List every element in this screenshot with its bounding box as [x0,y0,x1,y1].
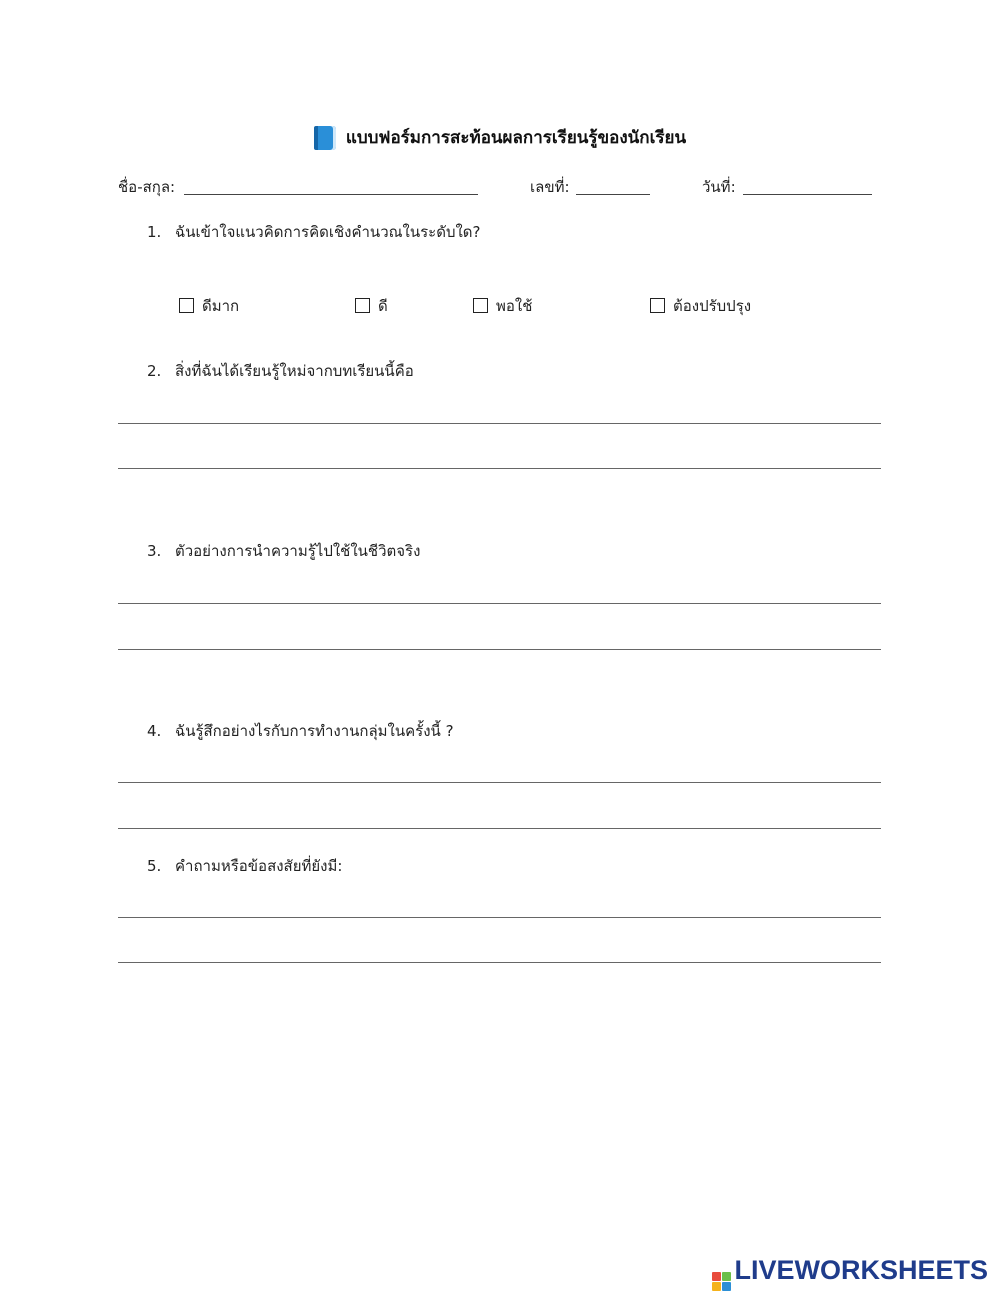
question-text: ฉันเข้าใจแนวคิดการคิดเชิงคำนวณในระดับใด? [175,223,481,241]
question-number: 3. [147,542,162,560]
option-label: ดีมาก [202,297,240,315]
date-label: วันที่: [702,178,736,196]
date-field[interactable] [743,194,872,195]
question-number: 2. [147,362,162,380]
question-1 [147,220,481,244]
answer-line[interactable] [118,423,881,424]
liveworksheets-logo [712,1255,988,1291]
option-label: ต้องปรับปรุง [673,297,752,315]
form-title [0,124,1000,151]
form-title-text: แบบฟอร์มการสะท้อนผลการเรียนรู้ของนักเรียน [345,128,687,148]
answer-line[interactable] [118,649,881,650]
answer-line[interactable] [118,917,881,918]
name-field[interactable] [184,194,478,195]
option-needs-improvement[interactable] [650,294,751,318]
number-field[interactable] [576,194,650,195]
logo-text: LIVEWORKSHEETS [734,1255,988,1285]
question-text: สิ่งที่ฉันได้เรียนรู้ใหม่จากบทเรียนนี้คือ [175,362,414,380]
liveworksheets-logo-icon [712,1272,731,1291]
question-5 [147,854,342,878]
number-label: เลขที่: [530,178,570,196]
checkbox[interactable] [179,298,194,313]
answer-line[interactable] [118,603,881,604]
name-label: ชื่อ-สกุล: [118,178,176,196]
question-number: 5. [147,857,162,875]
checkbox[interactable] [473,298,488,313]
book-icon [314,126,336,150]
question-text: ตัวอย่างการนำความรู้ไปใช้ในชีวิตจริง [175,542,421,560]
answer-line[interactable] [118,962,881,963]
checkbox[interactable] [355,298,370,313]
option-very-good[interactable] [179,294,239,318]
question-number: 1. [147,223,162,241]
question-text: ฉันรู้สึกอย่างไรกับการทำงานกลุ่มในครั้งนี้ ? [175,722,454,740]
answer-line[interactable] [118,782,881,783]
answer-line[interactable] [118,468,881,469]
option-label: ดี [378,297,388,315]
question-4 [147,719,454,743]
answer-line[interactable] [118,828,881,829]
option-label: พอใช้ [496,297,533,315]
question-text: คำถามหรือข้อสงสัยที่ยังมี: [175,857,343,875]
option-good[interactable] [355,294,388,318]
question-3 [147,539,420,563]
question-number: 4. [147,722,162,740]
question-2 [147,359,414,383]
option-fair[interactable] [473,294,532,318]
checkbox[interactable] [650,298,665,313]
